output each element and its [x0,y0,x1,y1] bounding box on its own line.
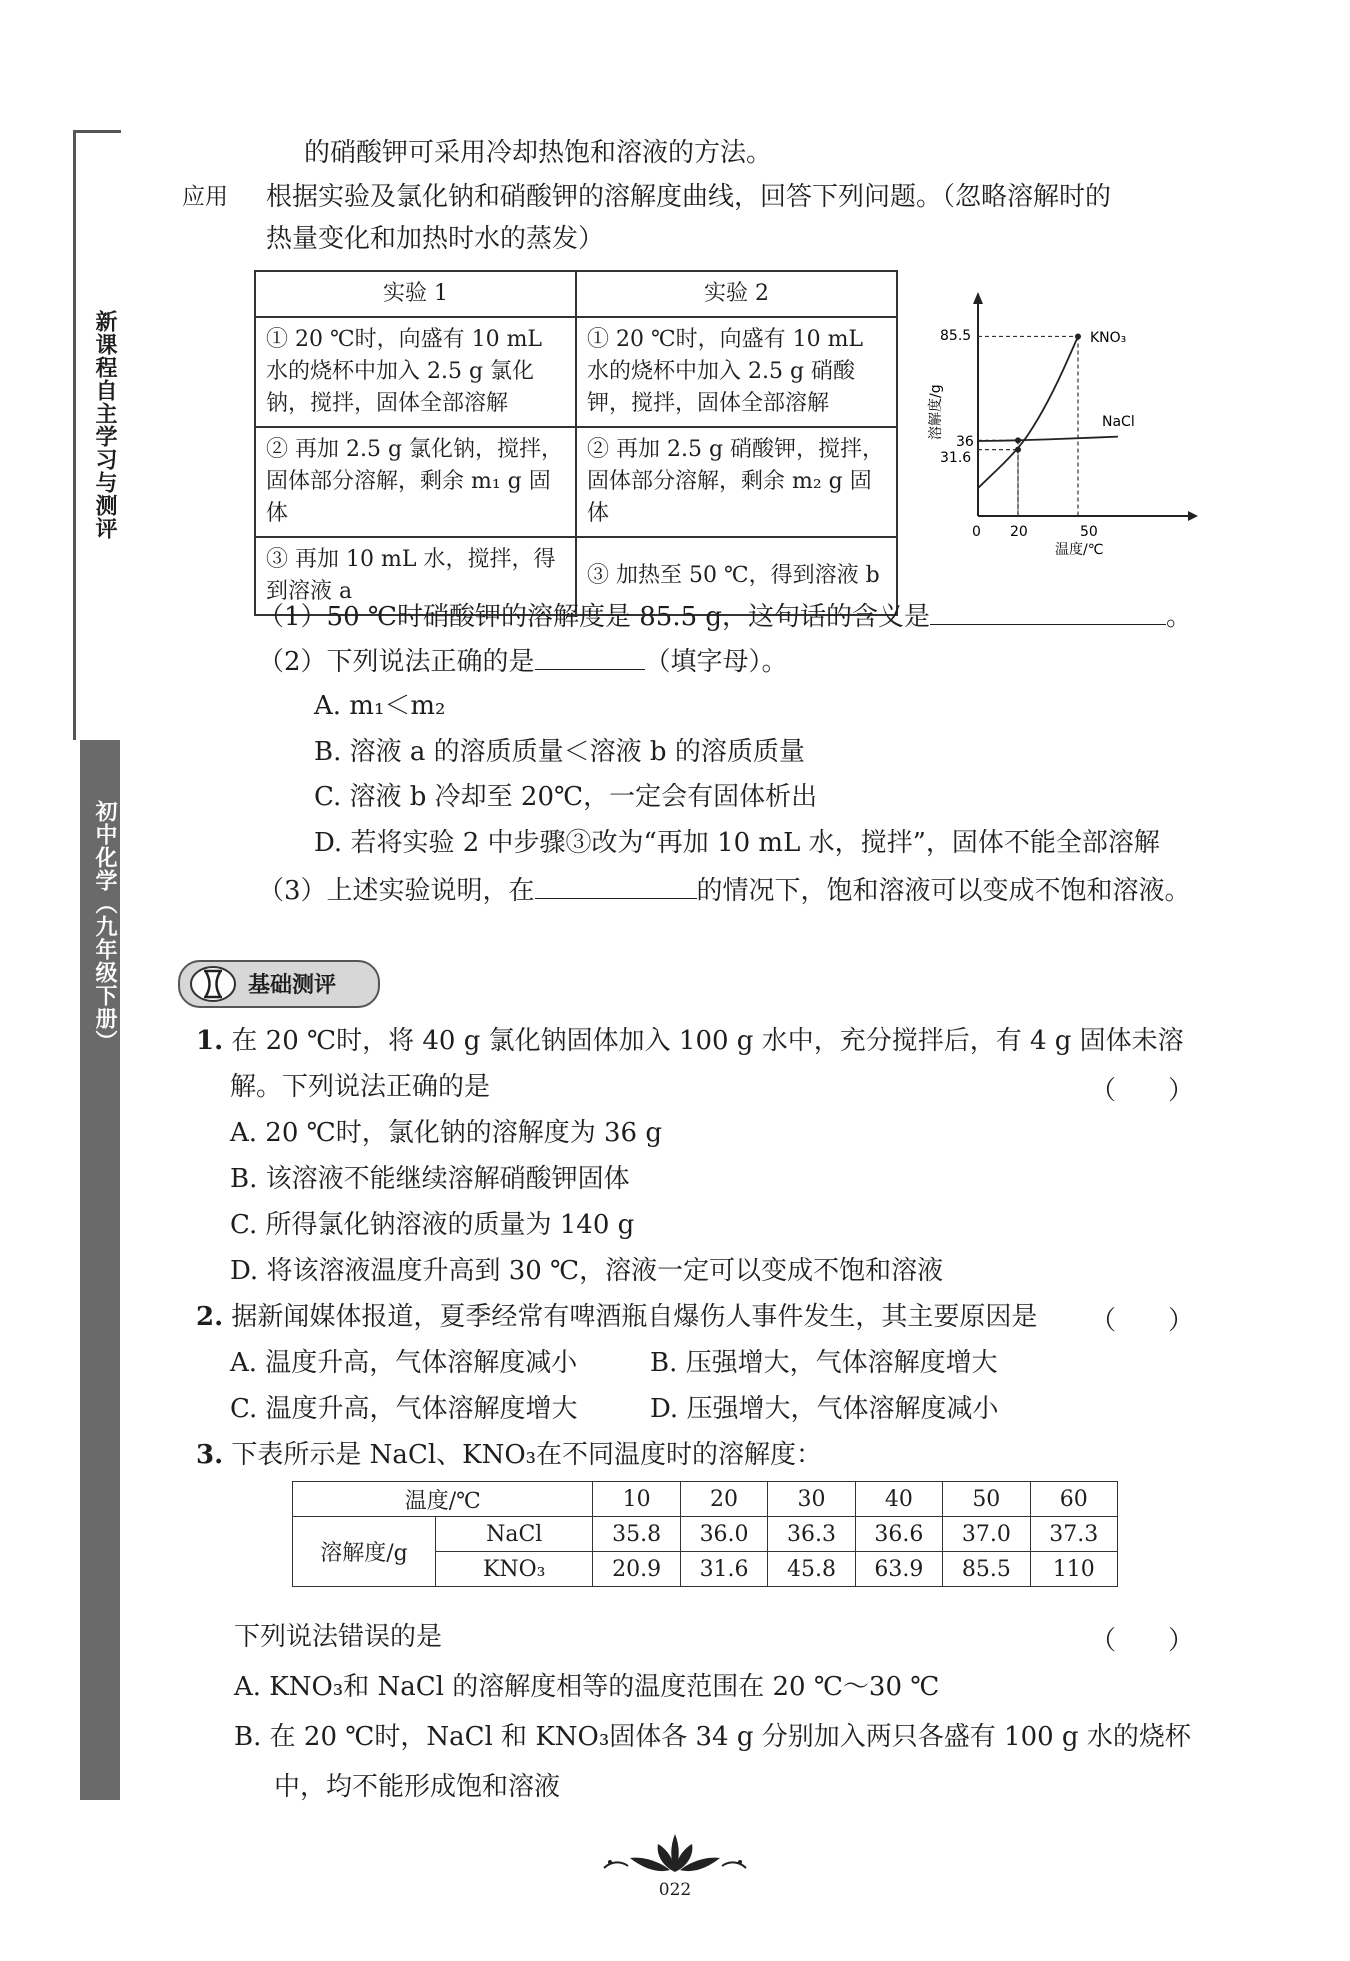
question-1 [196,1024,1184,1058]
exp-cell: ③ 加热至 50 ℃，得到溶液 b [576,537,897,615]
exp-header: 实验 2 [576,271,897,317]
kno3-cell: 45.8 [768,1552,855,1587]
temp-cell: 20 [680,1482,767,1517]
app-question-3-end: 的情况下，饱和溶液可以变成不饱和溶液。 [696,876,1191,906]
app-question-1-text: （1）50 ℃时硝酸钾的溶解度是 85.5 g，这句话的含义是 [258,602,931,632]
exp-cell: ① 20 ℃时，向盛有 10 mL 水的烧杯中加入 2.5 g 氯化钠，搅拌，固体全部溶解 [255,317,576,427]
question-2-text: 据新闻媒体报道，夏季经常有啤酒瓶自爆伤人事件发生，其主要原因是 [231,1302,1038,1332]
temp-label-cell: 温度/℃ [293,1482,593,1517]
q1-option-a: A. 20 ℃时，氯化钠的溶解度为 36 g [230,1118,662,1148]
temp-cell: 30 [768,1482,855,1517]
kno3-cell: 20.9 [593,1552,680,1587]
q2-option-d: D. 压强增大，气体溶解度减小 [650,1394,999,1424]
solubility-table [292,1481,1118,1587]
data-point [1075,333,1081,339]
q1-option-d: D. 将该溶液温度升高到 30 ℃，溶液一定可以变成不饱和溶液 [230,1256,944,1286]
kno3-cell: 110 [1030,1552,1117,1587]
option-b: B. 溶液 a 的溶质质量＜溶液 b 的溶质质量 [314,737,805,767]
exp-cell: ① 20 ℃时，向盛有 10 mL 水的烧杯中加入 2.5 g 硝酸钾，搅拌，固体全部溶解 [576,317,897,427]
q2-option-c: C. 温度升高，气体溶解度增大 [230,1394,578,1424]
kno3-cell: 63.9 [855,1552,942,1587]
option-c: C. 溶液 b 冷却至 20℃，一定会有固体析出 [314,782,818,812]
question-1-line1: 在 20 ℃时，将 40 g 氯化钠固体加入 100 g 水中，充分搅拌后，有 4 g 固体未溶 [231,1026,1184,1056]
question-1-line2: 解。下列说法正确的是 [230,1072,491,1102]
data-point [1015,447,1021,453]
exp-cell: ② 再加 2.5 g 硝酸钾，搅拌，固体部分溶解，剩余 m₂ g 固体 [576,427,897,537]
sidebar-top-rule [73,130,121,133]
experiment-table [254,270,898,616]
series-line-nacl [978,437,1118,441]
x-axis-arrow [1188,511,1198,521]
question-3-text: 下表所示是 NaCl、KNO₃在不同温度时的溶解度： [231,1440,823,1470]
answer-paren-1[interactable]: （ ） [1090,1076,1195,1106]
app-question-1 [258,598,1192,634]
nacl-cell: 36.3 [768,1517,855,1552]
temp-cell: 40 [855,1482,942,1517]
app-question-2-end: （填字母）。 [644,647,788,677]
temp-cell: 60 [1030,1482,1117,1517]
kno3-label-cell: KNO₃ [436,1552,593,1587]
nacl-cell: 37.3 [1030,1517,1117,1552]
solubility-label-cell: 溶解度/g [293,1517,436,1587]
exp-header: 实验 1 [255,271,576,317]
x-axis-label: 温度/℃ [1055,542,1104,558]
sidebar-rule [73,130,76,740]
answer-blank-1[interactable] [930,598,1166,625]
app-question-1-end: 。 [1166,602,1193,632]
q3-option-b: B. 在 20 ℃时，NaCl 和 KNO₃固体各 34 g 分别加入两只各盛有 100 g 水的烧杯 [234,1722,1191,1752]
question-1-number: 1. [196,1026,224,1056]
section-title: 基础测评 [248,973,337,998]
question-3-sub: 下列说法错误的是 [234,1622,443,1652]
page-number: 022 [658,1880,692,1900]
temp-cell: 50 [943,1482,1030,1517]
exp-cell: ③ 再加 10 mL 水，搅拌，得到溶液 a [255,537,576,615]
sidebar-series-title: 新课程自主学习与测评 [92,310,117,540]
answer-paren-2[interactable]: （ ） [1090,1306,1195,1336]
y-tick-label: 36 [956,434,974,450]
leaf-ornament-icon [600,1830,750,1880]
series-label-nacl: NaCl [1102,414,1135,430]
question-3 [196,1438,822,1472]
series-line-kno3 [978,336,1078,488]
q2-option-b: B. 压强增大，气体溶解度增大 [650,1348,998,1378]
y-axis-label: 溶解度/g [928,384,944,440]
kno3-cell: 31.6 [680,1552,767,1587]
question-2 [196,1300,1037,1334]
y-tick-label: 85.5 [940,328,972,344]
nacl-cell: 36.6 [855,1517,942,1552]
option-d: D. 若将实验 2 中步骤③改为“再加 10 mL 水，搅拌”，固体不能全部溶解 [314,828,1160,858]
application-label: 应用 [182,184,228,210]
q3-option-b-cont: 中，均不能形成饱和溶液 [274,1772,561,1802]
q1-option-c: C. 所得氯化钠溶液的质量为 140 g [230,1210,635,1240]
sidebar-book-title: 初中化学（九年级下册） [92,800,117,1053]
intro-line: 的硝酸钾可采用冷却热饱和溶液的方法。 [304,138,773,168]
y-axis-arrow [973,292,983,304]
section-banner [178,960,380,1008]
temp-cell: 10 [593,1482,680,1517]
x-tick-label: 0 [972,524,981,540]
app-question-3 [258,872,1191,908]
application-line2: 热量变化和加热时水的蒸发） [266,224,605,254]
application-line1: 根据实验及氯化钠和硝酸钾的溶解度曲线，回答下列问题。（忽略溶解时的 [266,182,1112,212]
option-a: A. m₁＜m₂ [314,691,446,721]
hourglass-icon [188,964,238,1004]
nacl-cell: 37.0 [943,1517,1030,1552]
nacl-label-cell: NaCl [436,1517,593,1552]
exp-cell: ② 再加 2.5 g 氯化钠，搅拌，固体部分溶解，剩余 m₁ g 固体 [255,427,576,537]
x-tick-label: 50 [1080,524,1098,540]
question-2-number: 2. [196,1302,224,1332]
q2-option-a: A. 温度升高，气体溶解度减小 [230,1348,578,1378]
kno3-cell: 85.5 [943,1552,1030,1587]
answer-blank-2[interactable] [535,643,645,670]
app-question-2 [258,643,788,679]
data-point [1015,437,1021,443]
series-label-kno3: KNO₃ [1090,330,1127,346]
answer-blank-3[interactable] [535,872,697,899]
nacl-cell: 35.8 [593,1517,680,1552]
nacl-cell: 36.0 [680,1517,767,1552]
answer-paren-3[interactable]: （ ） [1090,1626,1195,1656]
x-tick-label: 20 [1010,524,1028,540]
question-3-number: 3. [196,1440,224,1470]
q1-option-b: B. 该溶液不能继续溶解硝酸钾固体 [230,1164,630,1194]
y-tick-label: 31.6 [940,450,972,466]
app-question-3-text: （3）上述实验说明，在 [258,876,535,906]
solubility-chart [920,290,1200,570]
q3-option-a: A. KNO₃和 NaCl 的溶解度相等的温度范围在 20 ℃～30 ℃ [234,1672,940,1702]
app-question-2-text: （2）下列说法正确的是 [258,647,535,677]
